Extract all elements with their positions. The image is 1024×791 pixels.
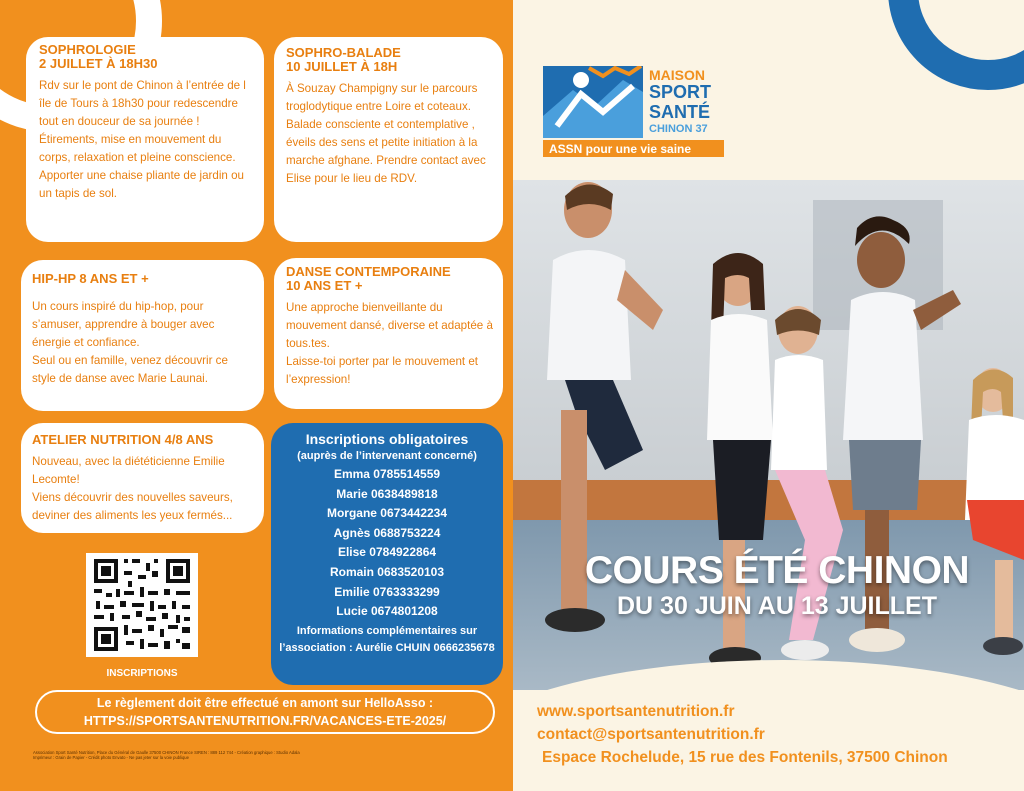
- card-title: SOPHROLOGIE 2 JUILLET À 18H30: [39, 42, 158, 71]
- card-hiphop: [21, 260, 264, 411]
- inscriptions-subtitle: (auprès de l’intervenant concerné): [297, 450, 477, 462]
- card-text: Rdv sur le pont de Chinon à l’entrée de l île de Tours à 18h30 pour redescendre tout en douceur de sa journée ! Étirements, mise en mouvement du corps, relaxation et pleine conscience. Apporter une chaise pliante de jardin ou un tapis de sol.: [39, 79, 246, 200]
- logo-line1: MAISON: [649, 67, 705, 83]
- info-association: Informations complémentaires sur l’association : Aurélie CHUIN 0666235678: [279, 624, 495, 654]
- inscriptions-panel: [271, 423, 503, 685]
- headline-line2: DU 30 JUIN AU 13 JUILLET: [617, 592, 937, 620]
- contact-entry: Elise 0784922864: [337, 545, 437, 560]
- contact-entry: Morgane 0673442234: [326, 506, 448, 521]
- contact-entry: Agnès 0688753224: [333, 525, 441, 540]
- logo-line4: CHINON 37: [649, 123, 708, 135]
- card-danse: [274, 258, 503, 409]
- card-title: DANSE CONTEMPORAINE 10 ANS ET +: [286, 264, 451, 293]
- card-title: SOPHRO-BALADE 10 JUILLET À 18H: [286, 45, 401, 74]
- card-sophro-balade: [274, 37, 503, 242]
- payment-banner[interactable]: [35, 690, 495, 734]
- card-sophrologie: [26, 37, 264, 242]
- logo-line3: SANTÉ: [649, 102, 711, 122]
- fineprint: Association Sport Santé Nutrition, Place du Général de Gaulle 37500 CHINON France SIREN : 889 112 744 - Création graphique : Studio Adala Imprimeur : Grain de Papier - Crédit photo Envato - Ne pas jeter sur la voie publique: [33, 750, 300, 760]
- website-link[interactable]: www.sportsantenutrition.fr: [537, 703, 735, 720]
- qr-label: INSCRIPTIONS: [106, 668, 178, 679]
- contact-block: [537, 700, 948, 769]
- qr-code-icon[interactable]: [86, 553, 198, 657]
- contact-list: [277, 465, 497, 622]
- logo-tagline: ASSN pour une vie saine: [549, 142, 692, 156]
- headline-line1: COURS ÉTÉ CHINON: [584, 549, 970, 592]
- decorative-arc: [888, 0, 1024, 90]
- contact-entry: Emma 0785514559: [333, 467, 441, 481]
- headline: [537, 550, 1017, 620]
- contact-entry: Marie 0638489818: [336, 486, 438, 501]
- card-text: Nouveau, avec la diététicienne Emilie Lecomte! Viens découvrir des nouvelles saveurs, deviner des aliments les yeux fermés...: [32, 455, 233, 522]
- logo: [543, 66, 733, 167]
- address-text: Espace Rochelude, 15 rue des Fontenils, 37500 Chinon: [542, 749, 948, 766]
- contact-entry: Lucie 0674801208: [336, 604, 438, 619]
- card-text: Un cours inspiré du hip-hop, pour s’amuser, apprendre à bouger avec énergie et confiance. Seul ou en famille, venez découvrir ce style de danse avec Marie Launai.: [32, 300, 228, 385]
- card-text: Une approche bienveillante du mouvement dansé, diverse et adaptée à tous.tes. Laisse-toi porter par le mouvement et l’expression!: [286, 301, 493, 386]
- logo-line2: SPORT: [649, 82, 712, 102]
- contact-entry: Romain 0683520103: [329, 564, 445, 579]
- card-text: À Souzay Champigny sur le parcours troglodytique entre Loire et coteaux. Balade consciente et contemplative , éveils des sens et petite initiation à la marche afghane. Prendre contact avec Elise pour le lieu de RDV.: [286, 82, 486, 185]
- card-title: ATELIER NUTRITION 4/8 ANS: [32, 432, 214, 447]
- contact-entry: Emilie 0763333299: [334, 584, 440, 599]
- right-panel: [513, 0, 1024, 791]
- card-nutrition: [21, 423, 264, 533]
- email-link[interactable]: contact@sportsantenutrition.fr: [537, 726, 765, 743]
- payment-link[interactable]: HTTPS://SPORTSANTENUTRITION.FR/VACANCES-ETE-2025/: [83, 714, 447, 728]
- card-title: HIP-HP 8 ANS ET +: [32, 271, 149, 286]
- inscriptions-title: Inscriptions obligatoires: [305, 431, 469, 447]
- payment-line1: Le règlement doit être effectué en amont sur HelloAsso :: [96, 696, 434, 710]
